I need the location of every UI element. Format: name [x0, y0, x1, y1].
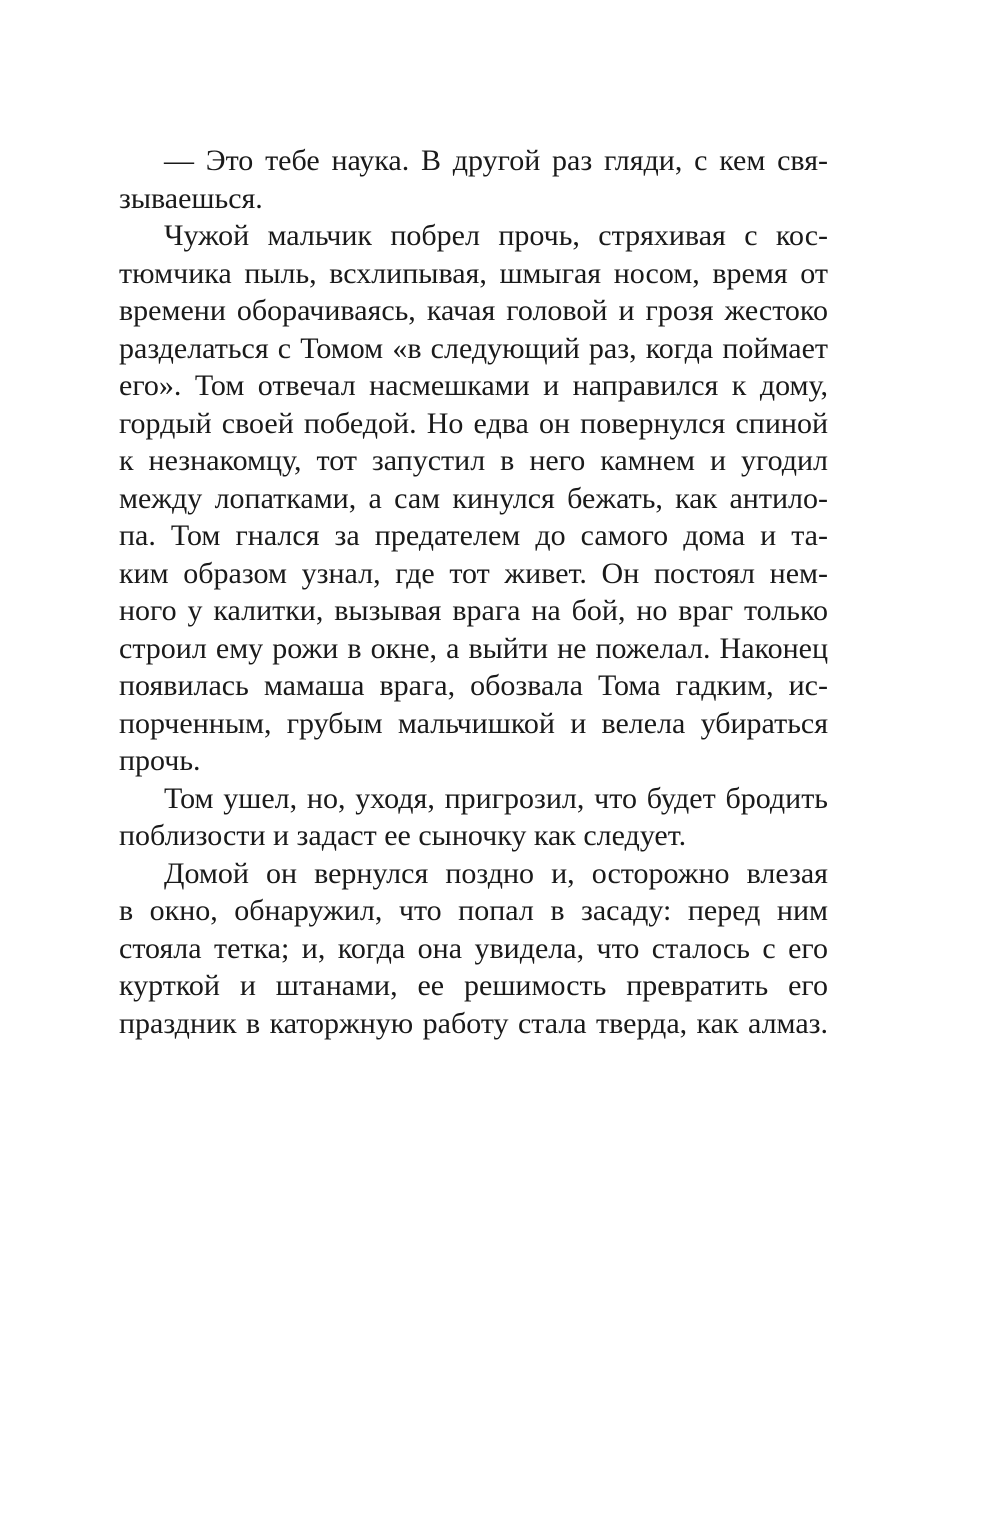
text-line: гордый своей победой. Но едва он повернулся спиной [119, 406, 828, 440]
text-line: Том ушел, но, уходя, пригрозил, что будет бродить [164, 781, 828, 815]
text-line: зываешься. [119, 181, 263, 215]
text-line: стояла тетка; и, когда она увидела, что сталось с его [119, 931, 828, 965]
text-line: к незнакомцу, тот запустил в него камнем и угодил [119, 444, 828, 477]
text-line: тюмчика пыль, всхлипывая, шмыгая носом, время от [119, 256, 828, 290]
body-text [119, 142, 828, 1042]
text-line: прочь. [119, 744, 201, 777]
text-line: праздник в каторжную работу стала тверда, как алмаз. [119, 1006, 828, 1040]
text-line: курткой и штанами, ее решимость превратить его [119, 969, 828, 1002]
text-line: строил ему рожи в окне, а выйти не пожелал. Наконец [119, 631, 828, 665]
text-line: па. Том гнался за предателем до самого дома и та- [119, 519, 828, 552]
paragraph-2 [119, 217, 828, 780]
text-line: его». Том отвечал насмешками и направился к дому, [119, 369, 828, 402]
text-line: Чужой мальчик побрел прочь, стряхивая с кос- [164, 219, 828, 252]
text-line: поблизости и задаст ее сыночку как следует. [119, 819, 687, 852]
text-line: появилась мамаша врага, обозвала Тома гадким, ис- [119, 669, 828, 702]
paragraph-3 [119, 780, 828, 855]
text-line: разделаться с Томом «в следующий раз, когда поймает [119, 331, 828, 365]
paragraph-1 [119, 142, 828, 217]
text-line: порченным, грубым мальчишкой и велела убираться [119, 706, 828, 740]
text-line: в окно, обнаружил, что попал в засаду: перед ним [119, 894, 828, 927]
text-line: ким образом узнал, где тот живет. Он постоял нем- [119, 556, 828, 590]
paragraph-4 [119, 855, 828, 1043]
text-line: ного у калитки, вызывая врага на бой, но враг только [119, 594, 828, 627]
text-line: времени оборачиваясь, качая головой и грозя жестоко [119, 294, 828, 327]
text-line: Домой он вернулся поздно и, осторожно влезая [164, 856, 828, 890]
text-line: между лопатками, а сам кинулся бежать, как антило- [119, 481, 828, 515]
text-line: — Это тебе наука. В другой раз гляди, с кем свя- [164, 144, 828, 177]
